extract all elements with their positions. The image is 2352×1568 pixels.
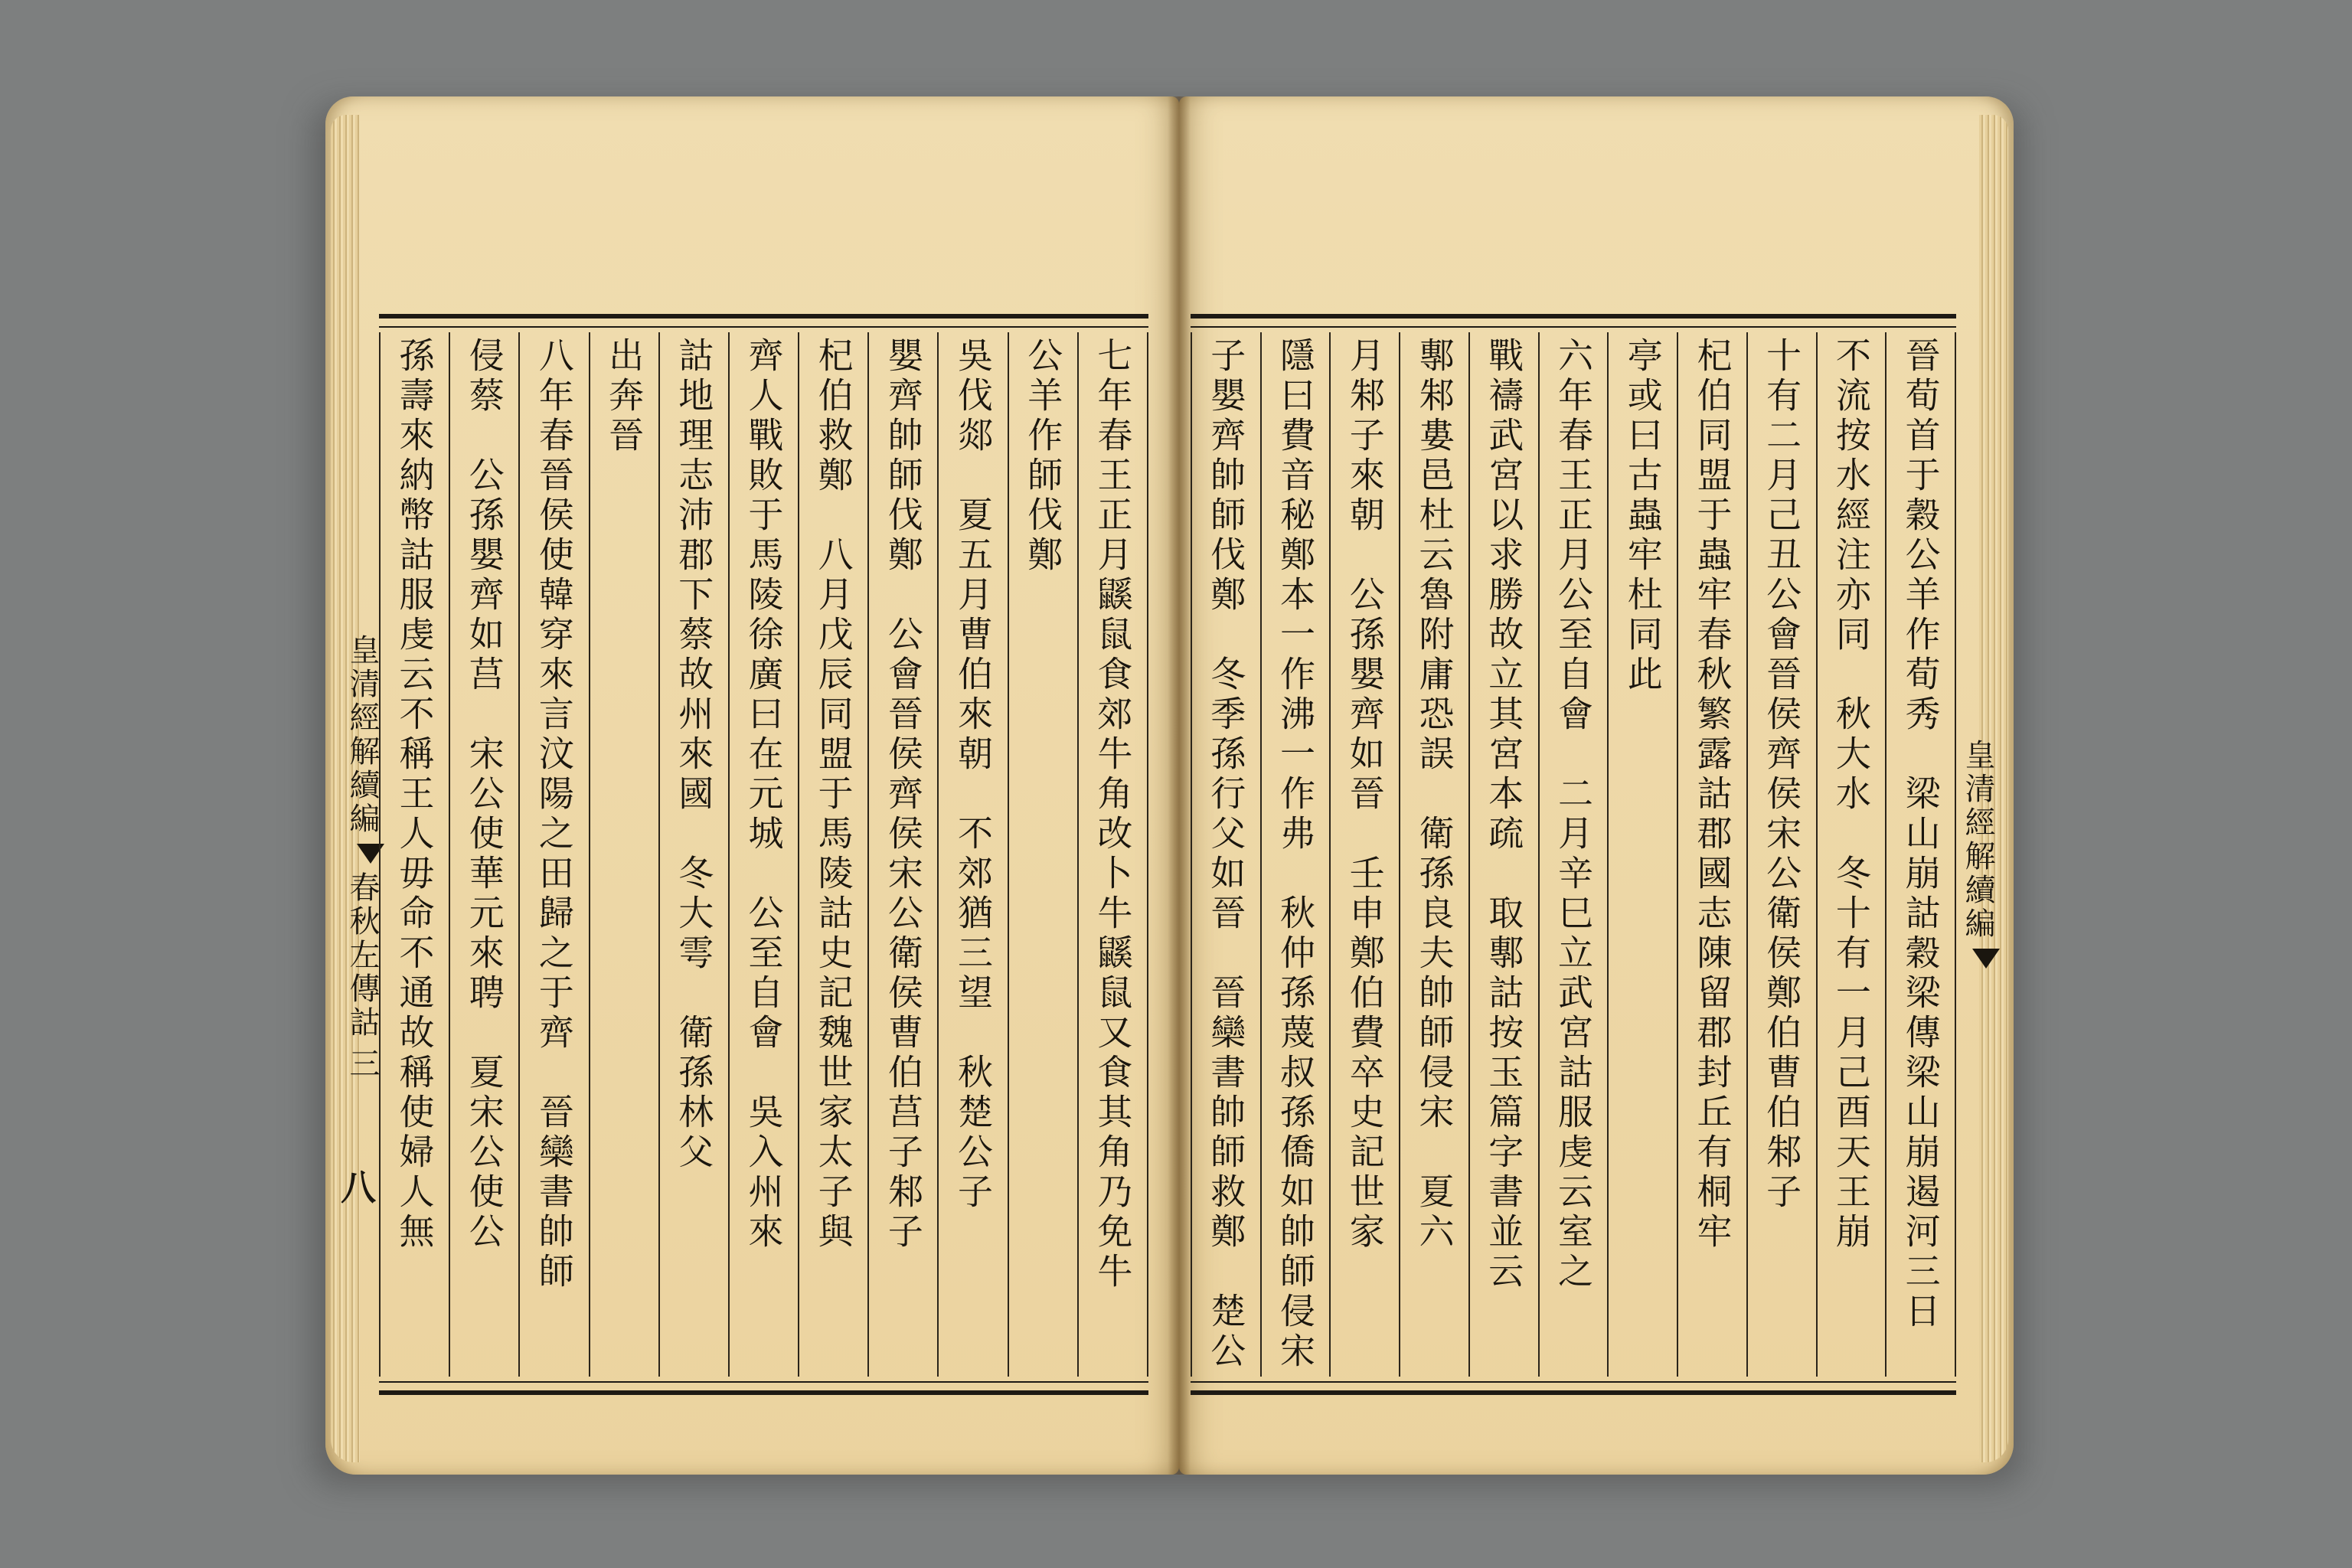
text-column: 亭或曰古蟲牢杜同此 <box>1607 332 1677 1377</box>
text-column: 不流按水經注亦同 秋大水 冬十有一月己酉天王崩 <box>1816 332 1886 1377</box>
band-subtitle-text: 春秋左傳詁 <box>345 871 380 1040</box>
book-gutter <box>1168 96 1191 1475</box>
text-column: 杞伯同盟于蟲牢春秋繁露詁郡國志陳留郡封丘有桐牢 <box>1677 332 1746 1377</box>
text-column: 侵蔡 公孫嬰齊如莒 宋公使華元來聘 夏宋公使公 <box>449 332 518 1377</box>
fish-tail-mark-icon <box>1972 949 2000 969</box>
text-column: 公羊作師伐鄭 <box>1008 332 1077 1377</box>
band-volume-text: 三 <box>345 1047 380 1081</box>
page-number: 八 <box>341 1167 376 1208</box>
text-column: 八年春晉侯使韓穿來言汶陽之田歸之于齊 晉欒書帥師 <box>518 332 588 1377</box>
text-column: 齊人戰敗于馬陵徐廣曰在元城 公至自會 吳入州來 <box>728 332 798 1377</box>
text-column: 子嬰齊帥師伐鄭 冬季孫行父如晉 晉欒書帥師救鄭 楚公 <box>1191 332 1260 1377</box>
text-column: 月邾子來朝 公孫嬰齊如晉 壬申鄭伯費卒史記世家 <box>1329 332 1399 1377</box>
text-column: 出奔晉 <box>589 332 658 1377</box>
left-band-title <box>329 329 384 1386</box>
text-column: 嬰齊帥師伐鄭 公會晉侯齊侯宋公衛侯曹伯莒子邾子 <box>867 332 937 1377</box>
text-column: 戰禱武宮以求勝故立其宮本疏 取鄟詁按玉篇字書並云 <box>1468 332 1538 1377</box>
text-column: 六年春王正月公至自會 二月辛巳立武宮詁服虔云室之 <box>1538 332 1608 1377</box>
text-column: 詁地理志沛郡下蔡故州來國 冬大雩 衛孫林父 <box>658 332 728 1377</box>
text-column: 晉荀首于穀公羊作荀秀 梁山崩詁穀梁傳梁山崩遏河三日 <box>1885 332 1956 1377</box>
right-text-frame <box>1191 314 1956 1395</box>
text-column: 十有二月己丑公會晉侯齊侯宋公衛侯鄭伯曹伯邾子 <box>1746 332 1816 1377</box>
text-column: 七年春王正月鼷鼠食郊牛角改卜牛鼷鼠又食其角乃免牛 <box>1077 332 1148 1377</box>
left-text-frame <box>379 314 1148 1395</box>
band-title-text: 皇清經解續編 <box>345 634 380 836</box>
text-column: 隱曰費音秘鄭本一作沸一作弗 秋仲孫蔑叔孫僑如帥師侵宋 <box>1260 332 1330 1377</box>
text-column: 鄟邾婁邑杜云魯附庸恐誤 衛孫良夫帥師侵宋 夏六 <box>1399 332 1468 1377</box>
text-column: 孫壽來納幣詁服虔云不稱王人毋命不通故稱使婦人無 <box>379 332 449 1377</box>
band-title-text: 皇清經解續編 <box>1960 739 1995 941</box>
text-column: 吳伐郯 夏五月曹伯來朝 不郊猶三望 秋楚公子 <box>937 332 1007 1377</box>
left-text-columns <box>379 332 1148 1377</box>
text-column: 杞伯救鄭 八月戊辰同盟于馬陵詁史記魏世家太子與 <box>798 332 867 1377</box>
right-text-columns <box>1191 332 1956 1377</box>
